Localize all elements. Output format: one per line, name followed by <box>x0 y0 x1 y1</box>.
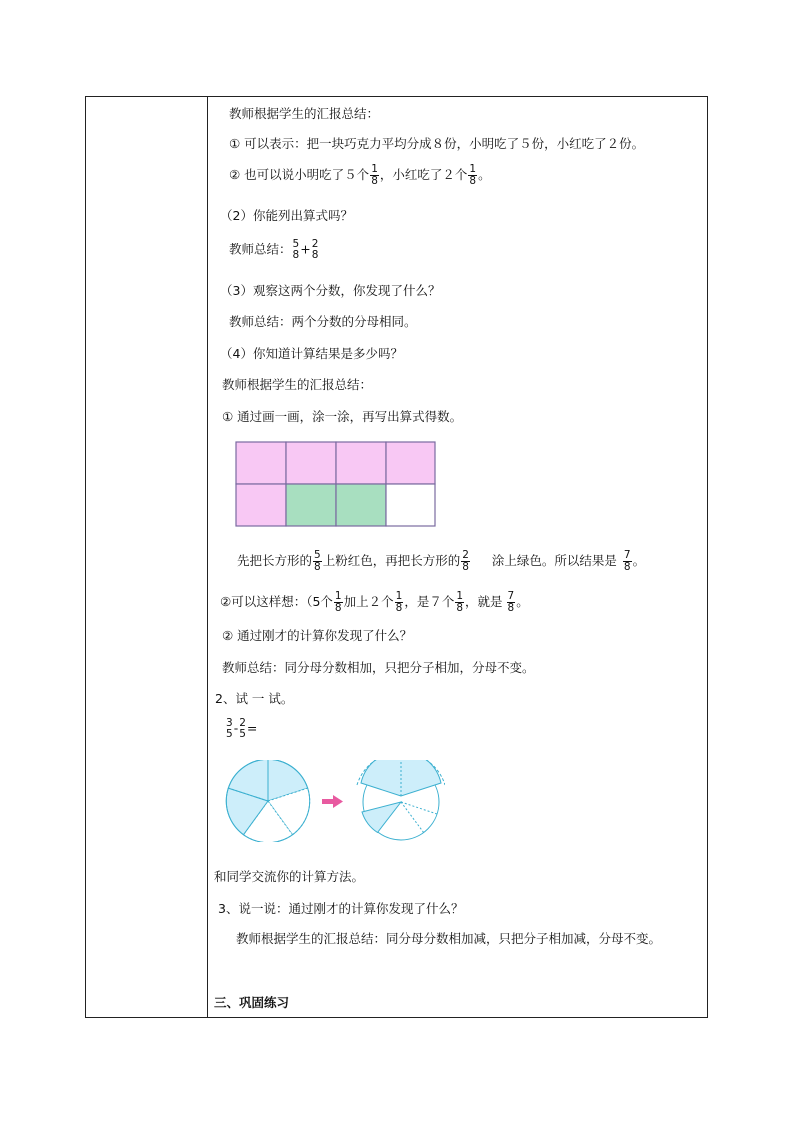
text-fragment: ，是７个 <box>404 594 455 609</box>
text-fragment: 。 <box>632 553 646 568</box>
operator: + <box>300 241 311 257</box>
text-line: 教师根据学生的汇报总结： <box>229 106 380 121</box>
denominator: 8 <box>314 561 321 573</box>
text-line: 教师根据学生的汇报总结： <box>222 377 373 392</box>
left-circle <box>226 760 309 842</box>
grid-cell-green <box>286 484 336 526</box>
numerator: 5 <box>314 549 321 561</box>
grid-cell-pink <box>286 442 336 484</box>
denominator: 8 <box>334 602 342 614</box>
grid-cell-pink <box>336 442 386 484</box>
grid-cell-pink <box>386 442 435 484</box>
text-line: 教师总结：同分母分数相加，只把分子相加，分母不变。 <box>222 660 535 675</box>
fraction <box>455 591 464 614</box>
fraction <box>293 239 300 261</box>
denominator: 8 <box>623 561 631 573</box>
pie-diagram <box>225 760 445 842</box>
text-fragment: ，小红吃了２个 <box>379 167 468 182</box>
text-line: 3、说一说：通过刚才的计算你发现了什么？ <box>218 901 464 916</box>
denominator: 8 <box>462 561 469 573</box>
numerator: 2 <box>311 238 319 250</box>
numerator: 7 <box>623 549 631 561</box>
grid-cell-pink <box>236 442 286 484</box>
denominator: 8 <box>371 175 378 187</box>
fraction <box>312 239 319 261</box>
denominator: 5 <box>226 728 233 740</box>
fraction <box>313 550 322 573</box>
text-line: 2、试 一 试。 <box>215 691 294 706</box>
text-line: ① 可以表示：把一块巧克力平均分成８份，小明吃了５份，小红吃了２份。 <box>229 136 645 151</box>
right-circle <box>357 760 445 840</box>
numerator: 1 <box>334 590 342 602</box>
operator: - <box>233 720 239 736</box>
text-line <box>237 550 645 573</box>
text-line <box>225 718 257 740</box>
text-fragment: 。 <box>478 167 491 182</box>
denominator: 8 <box>292 249 300 261</box>
text-fragment: 涂上绿色。所以结果是 <box>491 553 617 568</box>
fraction <box>468 164 477 187</box>
text-line: 教师总结：两个分数的分母相同。 <box>229 314 417 329</box>
text-fragment: 先把长方形的 <box>237 553 313 568</box>
text-fragment: ②可以这样想：（5个 <box>220 594 333 609</box>
rectangle-grid-diagram <box>235 441 437 527</box>
text-line: （4）你知道计算结果是多少吗？ <box>220 346 403 361</box>
numerator: 2 <box>239 717 246 729</box>
text-line <box>229 239 319 261</box>
text-fragment: ② 也可以说小明吃了５个 <box>229 167 370 182</box>
section-heading: 三、巩固练习 <box>214 995 290 1010</box>
numerator: 3 <box>226 717 233 729</box>
arrow-head <box>333 795 343 808</box>
text-line: 教师根据学生的汇报总结：同分母分数相加减，只把分子相加减，分母不变。 <box>236 931 662 946</box>
numerator: 5 <box>292 238 300 250</box>
text-line <box>229 164 491 187</box>
text-line: 和同学交流你的计算方法。 <box>214 869 365 884</box>
text-fragment: 教师总结： <box>229 241 292 257</box>
column-divider <box>207 97 208 1017</box>
numerator: 1 <box>469 163 477 175</box>
operator: = <box>246 720 258 736</box>
numerator: 7 <box>507 590 515 602</box>
numerator: 1 <box>456 590 464 602</box>
grid-cell-green <box>336 484 386 526</box>
grid-cell-empty <box>386 484 435 526</box>
text-fragment: ，就是 <box>465 594 503 609</box>
arrow-shaft <box>322 799 334 804</box>
fraction <box>334 591 343 614</box>
denominator: 8 <box>456 602 464 614</box>
numerator: 2 <box>462 549 469 561</box>
fraction <box>226 718 233 740</box>
text-line: （3）观察这两个分数，你发现了什么？ <box>220 283 441 298</box>
fraction <box>370 164 379 187</box>
denominator: 8 <box>507 602 515 614</box>
text-fragment: 加上２个 <box>343 594 394 609</box>
fraction <box>239 718 246 740</box>
text-fragment: 。 <box>516 594 529 609</box>
numerator: 1 <box>371 163 378 175</box>
fraction <box>395 591 404 614</box>
text-line <box>220 591 529 614</box>
text-line: ① 通过画一画，涂一涂，再写出算式得数。 <box>222 409 463 424</box>
denominator: 8 <box>469 175 477 187</box>
text-line: （2）你能列出算式吗？ <box>220 208 353 223</box>
denominator: 8 <box>395 602 403 614</box>
fraction <box>461 550 470 573</box>
arrow-icon <box>322 795 343 808</box>
text-line: ② 通过刚才的计算你发现了什么？ <box>222 628 413 643</box>
grid-cell-pink <box>236 484 286 526</box>
fraction <box>623 550 632 573</box>
numerator: 1 <box>395 590 403 602</box>
denominator: 8 <box>311 249 319 261</box>
denominator: 5 <box>239 728 246 740</box>
fraction <box>507 591 516 614</box>
text-fragment: 上粉红色，再把长方形的 <box>322 553 461 568</box>
